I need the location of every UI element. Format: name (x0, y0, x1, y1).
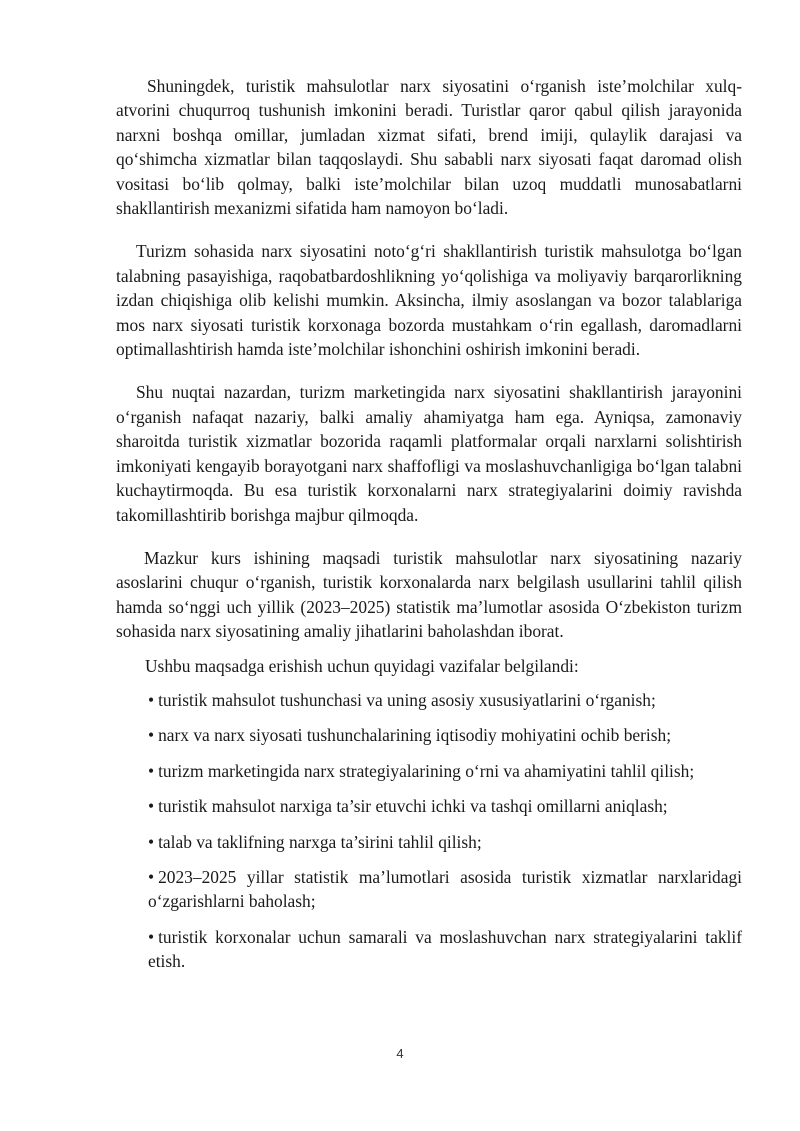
list-item (116, 830, 742, 854)
tasks-intro: Ushbu maqsadga erishish uchun quyidagi vazifalar belgilandi: (145, 655, 579, 676)
list-item (116, 723, 742, 747)
bullet-icon: • (148, 866, 155, 887)
page-number: 4 (396, 1046, 404, 1061)
list-item (116, 688, 742, 712)
page-body (116, 74, 742, 985)
paragraph-consumer-behavior: Shuningdek, turistik mahsulotlar narx siyosatini o‘rganish iste’molchilar xulq-atvorini chuqurroq tushunish imkonini beradi. Turistlar qaror qabul qilish jarayonida narxni boshqa omillar, jumladan xizmat sifati, brend imiji, qulaylik darajasi va qo‘shimcha xizmatlar bilan taqqoslaydi. Shu sababli narx siyosati faqat daromad olish vositasi bo‘lib qolmay, balki iste’molchilar bilan uzoq muddatli munosabatlarni shakllantirish mexanizmi sifatida ham namoyon bo‘ladi. (116, 76, 742, 219)
bullet-icon: • (148, 926, 155, 947)
paragraph-pricing-risks: Turizm sohasida narx siyosatini noto‘g‘ri shakllantirish turistik mahsulotga bo‘lgan talabning pasayishiga, raqobatbardoshlikning yo‘qolishiga va moliyaviy barqarorlikning izdan chiqishiga olib kelishi mumkin. Aksincha, ilmiy asoslangan va bozor talablariga mos narx siyosati turistik korxonaga bozorda mustahkam o‘rin egallash, daromadlarni optimallashtirish hamda iste’molchilar ishonchini oshirish imkonini beradi. (116, 241, 742, 360)
list-item (116, 794, 742, 818)
list-item (116, 759, 742, 783)
bullet-icon: • (148, 725, 155, 746)
task-text: narx va narx siyosati tushunchalarining iqtisodiy mohiyatini ochib berish; (158, 725, 672, 746)
task-text: turistik korxonalar uchun samarali va moslashuvchan narx strategiyalarini taklif etish. (148, 926, 742, 972)
task-text: turistik mahsulot narxiga ta’sir etuvchi ichki va tashqi omillarni aniqlash; (158, 796, 668, 817)
list-item (116, 925, 742, 974)
task-text: turistik mahsulot tushunchasi va uning asosiy xususiyatlarini o‘rganish; (158, 689, 656, 710)
bullet-icon: • (148, 760, 155, 781)
task-text: talab va taklifning narxga ta’sirini tahlil qilish; (158, 831, 482, 852)
list-item (116, 865, 742, 914)
paragraph-goal: Mazkur kurs ishining maqsadi turistik mahsulotlar narx siyosatining nazariy asoslarini chuqur o‘rganish, turistik korxonalarda narx belgilash usullarini tahlil qilish hamda so‘nggi uch yillik (2023–2025) statistik ma’lumotlar asosida O‘zbekiston turizm sohasida narx siyosatining amaliy jihatlarini baholashdan iborat. (116, 547, 742, 642)
bullet-icon: • (148, 831, 155, 852)
bullet-icon: • (148, 796, 155, 817)
tasks-list (116, 688, 742, 974)
paragraph-relevance: Shu nuqtai nazardan, turizm marketingida narx siyosatini shakllantirish jarayonini o‘rganish nafaqat nazariy, balki amaliy ahamiyatga ham ega. Ayniqsa, zamonaviy sharoitda turistik xizmatlar bozorida raqamli platformalar orqali narxlarni solishtirish imkoniyati kengayib borayotgani narx shaffofligi va moslashuvchanligiga bo‘lgan talabni kuchaytirmoqda. Bu esa turistik korxonalarni narx strategiyalarini doimiy ravishda takomillashtirib borishga majbur qilmoqda. (116, 382, 742, 525)
task-text: turizm marketingida narx strategiyalarining o‘rni va ahamiyatini tahlil qilish; (158, 760, 695, 781)
bullet-icon: • (148, 689, 155, 710)
task-text: 2023–2025 yillar statistik ma’lumotlari asosida turistik xizmatlar narxlaridagi o‘zgarishlarni baholash; (148, 866, 742, 912)
